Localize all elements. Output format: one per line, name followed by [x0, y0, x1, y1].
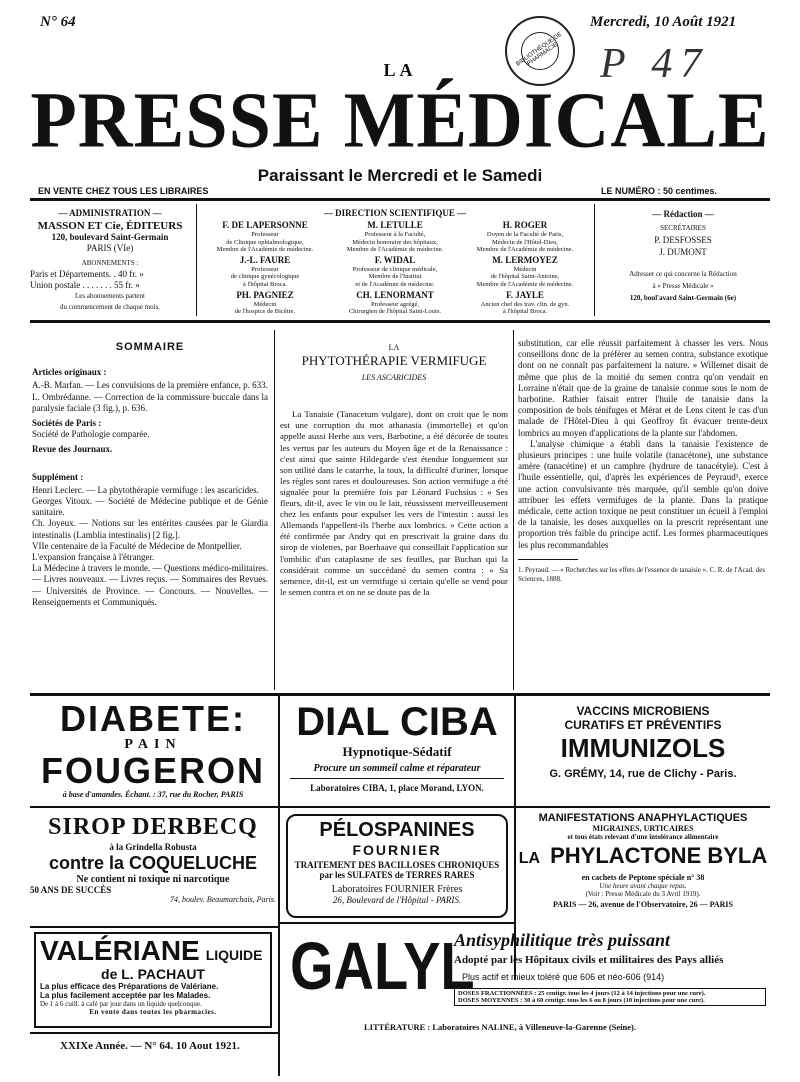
masthead-subtitle: Paraissant le Mercredi et le Samedi	[257, 166, 543, 185]
director-card	[460, 255, 590, 289]
director-line3: Membre de l'Académie de médecine.	[216, 246, 314, 254]
article-paragraph-2: substitution, car elle réussit parfaitement à chasser les vers. Nous conseillons donc de la préférer au semen contra, substance exotique dont on ne connaît pas parfaitement la nature. » Willemet disait de même que plus de la moitié du semen contra qu'on vendait en Lorraine n'était que de la graine de tanaisie connue sous le nom de barbotine. Rathier faisait entrer l'huile de tanaisie dans la composition de bols ténifuges et Mérat et de Lens citent le cas d'un malade de l'Hôtel-Dieu à qui Geoffroy fit évacuer trente-deux lombrics au moyen d'applications de la plante sur l'abdomen.	[518, 338, 768, 438]
sirop-line-3: Ne contient ni toxique ni narcotique	[76, 874, 230, 885]
article-paragraph-3: L'analyse chimique a établi dans la tanaisie l'existence de plusieurs principes : une huile volatile (tanacétone), une substance amère (tanacétine) et un camphre (hydrure de tanacétyle). C'est à l'huile essentielle, qui, d'après les expériences de Peyraud¹, exerce une action convulsivante très marquée, qu'il semble qu'on doive attribuer les effets vermifuges de la plante. Dans la pratique médicale, cette action toxique ne peut constituer un écueil à l'emploi de la tanaisie, les doses auxquelles on la prescrit représentant une proportion très faible du principe actif. Les formes pharmaceutiques les plus recommandables	[518, 438, 768, 550]
secretary-1: P. DESFOSSES	[654, 235, 712, 245]
ad-rule-v1	[278, 696, 280, 1076]
price-note: LE NUMÉRO : 50 centimes.	[601, 186, 718, 196]
vacc-line-1: VACCINS MICROBIENS	[576, 704, 710, 718]
sommaire-societe-1: Société de Pathologie comparée.	[32, 429, 150, 440]
top-rule	[30, 198, 770, 201]
redaction-heading: — Rédaction —	[652, 209, 714, 219]
stamp-text: BIBLIOTHÈQUE DE PHARMACIE	[515, 31, 564, 68]
diabete-pain: PAIN	[124, 737, 182, 752]
ad-immunizols	[518, 704, 768, 804]
val-line-2: La plus facilement acceptée par les Malades.	[40, 991, 211, 1000]
sommaire-supp-6: La Médecine à travers le monde. — Questions médico-militaires. — Livres nouveaux. — Livres reçus. — Sommaires des Revues. — Universités de Province. — Concours. — Nouvelles. — Renseignements et Communiqués.	[32, 563, 268, 607]
sommaire-column	[32, 342, 268, 608]
val-brand: de L. PACHAUT	[101, 966, 205, 982]
director-line1: Professeur agrégé,	[370, 300, 419, 308]
sirop-line-2: contre la COQUELUCHE	[48, 853, 258, 873]
pelo-brand: FOURNIER	[352, 842, 442, 858]
ad-pelospanines	[286, 814, 508, 918]
ads-top-rule	[30, 693, 770, 696]
sommaire-supp-2: Georges Vitoux. — Société de Médecine publique et de Génie sanitaire.	[32, 496, 268, 518]
header-bottom-rule	[30, 320, 770, 323]
ad-sirop-derbecq	[30, 812, 276, 922]
redaction-note-2: à « Presse Médicale »	[652, 282, 714, 290]
val-liquide: LIQUIDE	[205, 947, 263, 963]
sommaire-supp-4: VIIe centenaire de la Faculté de Médecine de Montpellier.	[32, 540, 242, 551]
vacc-line-2: CURATIFS ET PRÉVENTIFS	[564, 718, 722, 732]
director-card	[460, 220, 590, 254]
director-line1: Professeur à la Faculté,	[364, 231, 426, 238]
dial-address: Laboratoires CIBA, 1, place Morand, LYON.	[310, 783, 484, 793]
phyl-line-3: et tous états relevant d'une intolérance alimentaire	[567, 833, 719, 841]
director-line3: à l'hôpital Broca.	[242, 280, 288, 288]
director-name: J.-L. FAURE	[239, 254, 291, 265]
sirop-line-4: 50 ANS DE SUCCÈS	[30, 885, 112, 895]
sommaire-supp-5: L'expansion française à l'étranger.	[32, 552, 155, 563]
sale-note: EN VENTE CHEZ TOUS LES LIBRAIRES	[38, 186, 209, 196]
director-card	[330, 290, 460, 316]
ads-row-rule-1	[30, 806, 770, 808]
galyl-line-2: Adopté par les Hôpitaux civils et militaires des Pays alliés	[454, 954, 724, 966]
ad-galyl	[284, 928, 770, 1040]
title-la: LA	[383, 60, 417, 80]
director-name: F. WIDAL	[374, 254, 416, 265]
galyl-line-3: Plus actif et mieux toléré que 606 et néo-606 (914)	[462, 972, 665, 982]
phyl-line-5: Une heure avant chaque repas.	[599, 882, 687, 890]
director-name: F. JAYLE	[506, 289, 544, 300]
redaction-block	[598, 208, 768, 304]
sirop-line-1: à la Grindella Robusta	[109, 842, 197, 852]
phyl-line-6: (Voir : Presse Médicale du 3 Avril 1919).	[585, 890, 701, 898]
pelo-title: PÉLOSPANINES	[319, 819, 475, 841]
val-line-3: De 1 à 6 cuill. à café par jour dans un liquide quelconque.	[40, 1000, 202, 1008]
pelo-line-4: 26, Boulevard de l'Hôpital - PARIS.	[332, 895, 462, 905]
galyl-line-1: Antisyphilitique très puissant	[454, 930, 671, 950]
director-line3: Membre de l'Académie de médecine.	[476, 280, 574, 288]
director-line1: Professeur	[251, 265, 279, 273]
director-line1: Ancien chef des trav. clin. de gyn.	[480, 300, 570, 308]
director-line2: de l'hospice de Bicêtre.	[234, 308, 296, 316]
galyl-doses-1: DOSES FRACTIONNÉES : 25 centigr. tous les 4 jours (12 à 14 injections pour une cure).	[458, 990, 706, 997]
phyl-brand: PHYLACTONE BYLA	[550, 843, 768, 868]
director-line2: de Clinique ophtalmologique,	[226, 238, 304, 246]
director-line2: à l'hôpital Broca.	[502, 308, 548, 316]
director-name: H. ROGER	[502, 220, 548, 230]
galyl-title: GALYL	[290, 927, 475, 1004]
director-line2: Chirurgien de l'hôpital Saint-Louis.	[348, 308, 442, 316]
director-line1: Professeur de clinique médicale,	[352, 265, 438, 273]
director-card	[460, 290, 590, 316]
pelo-line-3: Laboratoires FOURNIER Frères	[331, 884, 463, 895]
sirop-address: 74, boulev. Beaumarchais, Paris.	[170, 895, 276, 904]
director-name: M. LETULLE	[367, 220, 423, 230]
issue-date: Mercredi, 10 Août 1921	[590, 14, 737, 30]
article-title: PHYTOTHÉRAPIE VERMIFUGE	[301, 353, 487, 369]
article-footnote: 1. Peyraud. — « Recherches sur les effets de l'essence de tanaisie ». C. R. de l'Acad. des Sciences, 1888.	[518, 565, 766, 583]
redaction-note-3: 120, boul'avard Saint-Germain (6e)	[629, 294, 737, 302]
redaction-note-1: Adresser ce qui concerne la Rédaction	[629, 270, 737, 278]
val-line-1: La plus efficace des Préparations de Valériane.	[40, 982, 219, 991]
galyl-address: LITTÉRATURE : Laboratoires NALINE, à Villeneuve-la-Garenne (Seine).	[364, 1022, 637, 1032]
column-rule-1	[274, 330, 275, 690]
sommaire-section-revue: Revue des Journaux.	[32, 444, 113, 455]
article-column-2	[518, 338, 768, 584]
director-name: CH. LENORMANT	[356, 289, 434, 300]
vacc-address: G. GRÉMY, 14, rue de Clichy - Paris.	[549, 768, 737, 780]
admin-heading: — ADMINISTRATION —	[58, 208, 162, 218]
pelo-line-1: TRAITEMENT DES BACILLOSES CHRONIQUES	[294, 860, 500, 870]
director-line2: Médecin honoraire des hôpitaux,	[352, 238, 438, 246]
sommaire-section-societes: Sociétés de Paris :	[32, 418, 102, 429]
director-line3: Membre de l'Académie de médecine.	[476, 246, 574, 254]
subs-line-3: Les abonnements partent	[75, 292, 145, 300]
director-card	[200, 255, 330, 289]
article-column-1	[280, 342, 508, 598]
diabete-title: DIABETE:	[60, 698, 246, 739]
sommaire-section-supplement: Supplément :	[32, 471, 84, 482]
pelo-line-2: par les SULFATES de TERRES RARES	[319, 870, 475, 880]
ad-dial-ciba	[282, 700, 512, 804]
director-name: F. DE LAPERSONNE	[222, 220, 308, 230]
sommaire-article-2: L. Ombrédanne. — Correction de la commissure buccale dans la paralysie faciale (3 fig.), p. 636.	[32, 391, 268, 413]
direction-heading: — DIRECTION SCIENTIFIQUE —	[323, 208, 467, 218]
galyl-doses-box	[454, 988, 766, 1006]
sirop-title: SIROP DERBECQ	[48, 814, 258, 840]
article-kicker: LA	[388, 343, 400, 352]
sommaire-supp-1: Henri Leclerc. — La phytothérapie vermifuge : les ascaricides.	[32, 484, 259, 495]
phyl-line-4: en cachets de Peptone spéciale n° 38	[581, 873, 705, 882]
director-line2: Membre de l'Institut	[368, 273, 422, 281]
galyl-doses-2: DOSES MOYENNES : 30 à 60 centigr. tous les 6 ou 8 jours (10 injections pour une cure).	[458, 997, 705, 1004]
sommaire-section-articles: Articles originaux :	[32, 367, 107, 378]
article-subtitle: LES ASCARICIDES	[361, 373, 427, 383]
director-line2: Médecin de l'Hôtel-Dieu,	[492, 238, 558, 246]
subs-line-2: Union postale . . . . . . . 55 fr. »	[30, 280, 140, 290]
director-name: M. LERMOYEZ	[492, 254, 558, 265]
subs-heading: ABONNEMENTS :	[81, 259, 139, 267]
vertical-rule-2	[594, 204, 595, 316]
ads-row-rule-2a	[30, 926, 278, 928]
val-title: VALÉRIANE	[40, 935, 200, 966]
admin-block	[30, 208, 190, 313]
vertical-rule-1	[196, 204, 197, 316]
phyl-la: LA	[518, 850, 541, 867]
dial-title: DIAL CIBA	[296, 700, 498, 744]
secretary-2: J. DUMONT	[659, 247, 707, 257]
phyl-line-1: MANIFESTATIONS ANAPHYLACTIQUES	[538, 812, 748, 824]
secretaries-label: SECRÉTAIRES	[660, 224, 706, 232]
director-line3: Membre de l'Académie de médecine.	[346, 246, 444, 254]
director-card	[200, 290, 330, 316]
subs-line-4: du commencement de chaque mois.	[59, 303, 161, 311]
director-card	[200, 220, 330, 254]
ad-diabete	[30, 700, 276, 804]
ads-row-rule-2b	[280, 922, 514, 924]
publisher-city: PARIS (VIe)	[86, 243, 134, 253]
director-card	[330, 220, 460, 254]
ad-valeriane	[34, 932, 272, 1028]
vacc-brand: IMMUNIZOLS	[560, 733, 726, 763]
director-line2: de clinique gynécologique	[230, 273, 300, 281]
subs-line-1: Paris et Départements. . 40 fr. »	[30, 269, 144, 279]
director-line1: Professeur	[251, 231, 279, 238]
director-name: PH. PAGNIEZ	[236, 289, 294, 300]
director-line1: Médecin	[253, 300, 277, 308]
sommaire-supp-3: Ch. Joyeux. — Notions sur les entérites causées par le Giardia intestinalis (Lamblia intestinalis) [2 fig.].	[32, 518, 268, 540]
dial-sub: Hypnotique-Sédatif	[342, 744, 452, 759]
diabete-brand: FOUGERON	[40, 750, 265, 791]
page-footer: XXIXe Année. — N° 64. 10 Aout 1921.	[60, 1040, 240, 1052]
masthead-title: PRESSE MÉDICALE	[30, 75, 770, 165]
phyl-line-2: MIGRAINES, URTICAIRES	[592, 824, 694, 833]
sommaire-article-1: A.-B. Marfan. — Les convulsions de la première enfance, p. 633.	[32, 380, 268, 391]
publisher-name: MASSON ET Cie, ÉDITEURS	[37, 220, 183, 232]
dial-slogan: Procure un sommeil calme et réparateur	[290, 763, 504, 779]
column-rule-2	[513, 330, 514, 690]
page-bottom-rule	[30, 1032, 278, 1034]
director-card	[330, 255, 460, 289]
director-line2: de l'hôpital Saint-Antoine,	[490, 273, 560, 281]
direction-grid	[200, 220, 590, 316]
issue-number: N° 64	[40, 14, 76, 30]
diabete-note: à base d'amandes. Échant. : 37, rue du Rocher, PARIS	[62, 790, 244, 799]
publisher-address: 120, boulevard Saint-Germain	[51, 232, 169, 242]
handwritten-shelf-mark: P 47	[600, 41, 710, 87]
phyl-address: PARIS — 26, avenue de l'Observatoire, 26 — PARIS	[553, 900, 733, 909]
val-line-4: En vente dans toutes les pharmacies.	[89, 1008, 217, 1016]
sommaire-heading: SOMMAIRE	[115, 341, 185, 353]
article-paragraph-1: La Tanaisie (Tanacetum vulgare), dont on croit que le nom est une corruption du mot athanasia (immortelle) et qu'on appelle aussi Herbe aux vers, Barbotine, a été décorée de toutes les vertus par les auteurs du Moyen âge et de la Renaissance : c'est ainsi que sainte Hildegarde s'est étendue longuement sur son utilité dans le catarrhe, la toux, la difficulté d'uriner, lorsque les règles sont rares et douloureuses. Son action vermifuge a été signalée pour la première fois par Léonard Fuchsius : « Ses fleurs, dit-il, avec le vin ou le lait, réussissent merveilleusement chez les enfants pour expulser les vers de l'intestin : aussi les Allemands l'appellent-ils l'herbe aux lombrics. » Cette action a été confirmée par Andry qui en prescrivait la graine dans du sirop de violettes, par Boerhaave qui conseillait l'application sur l'ombilic d'un cataplasme de ses feuilles, par Buchan qui la considérait comme un succédané du semen contra : « Sa semence, dit-il, est un vermifuge si certain qu'elle se vend pour le semen contra et on ne se doute pas de la	[280, 409, 508, 597]
director-line3: et de l'Académie de médecine.	[355, 280, 435, 288]
director-line1: Médecin	[513, 265, 537, 273]
director-line1: Doyen de la Faculté de Paris,	[486, 231, 564, 238]
